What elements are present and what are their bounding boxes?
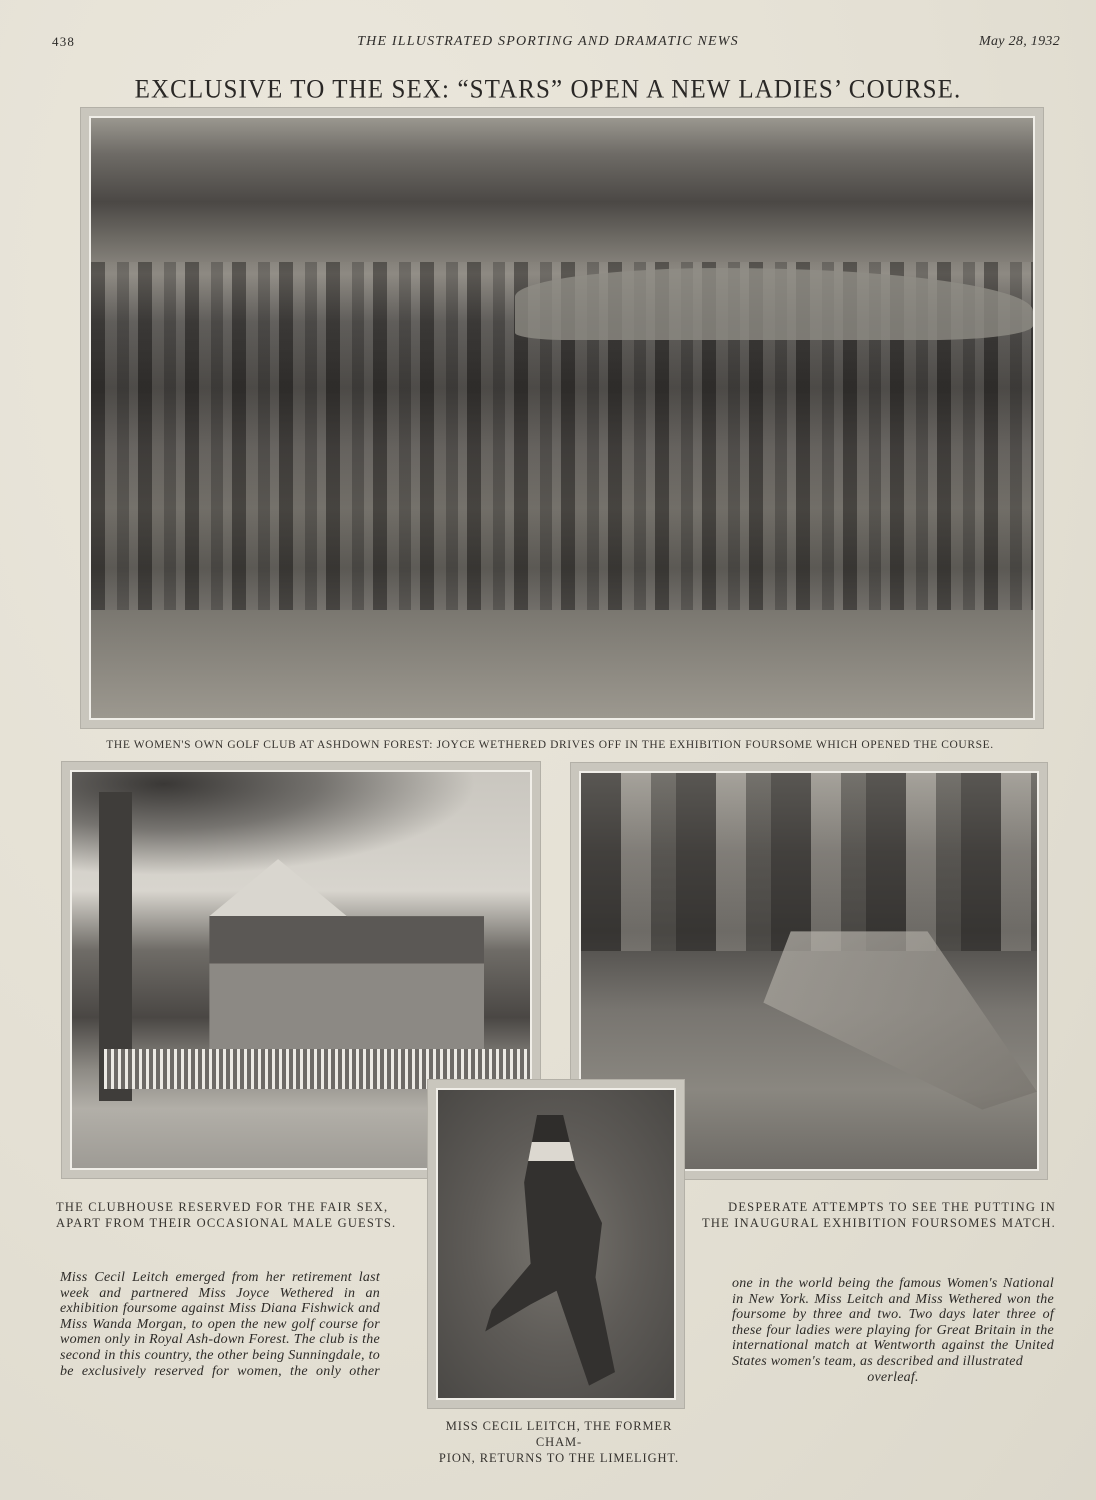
putting-caption: DESPERATE ATTEMPTS TO SEE THE PUTTING IN THE INAUGURAL EXHIBITION FOURSOMES MATCH. (702, 1200, 1056, 1230)
leitch-caption: MISS CECIL LEITCH, THE FORMER CHAM- PION, RETURNS TO THE LIMELIGHT. (438, 1419, 680, 1465)
main-photo-frame (80, 107, 1044, 729)
clubhouse-caption: THE CLUBHOUSE RESERVED FOR THE FAIR SEX, APART FROM THEIR OCCASIONAL MALE GUESTS. (56, 1200, 397, 1230)
running-head (0, 34, 1096, 54)
article-right-column: one in the world being the famous Women's National in New York. Miss Leitch and Miss Wethered won the foursome by three and two. Two days later three of these four ladies were playing for Great Britain in the international match at Wentworth against the United States women's team, as described and illustrated overleaf. (732, 1276, 1055, 1385)
spectators-shape (581, 773, 1037, 951)
journal-title: THE ILLUSTRATED SPORTING AND DRAMATIC NEWS (357, 34, 739, 49)
leitch-photo (436, 1088, 676, 1400)
issue-date: May 28, 1932 (979, 34, 1060, 49)
reclining-spectators-shape (763, 931, 1037, 1109)
main-photo-caption: THE WOMEN'S OWN GOLF CLUB AT ASHDOWN FOREST: JOYCE WETHERED DRIVES OFF IN THE EXHIBITION FOURSOME WHICH OPENED THE COURSE. (106, 739, 994, 751)
tree-shape (72, 772, 530, 891)
headline: EXCLUSIVE TO THE SEX: “STARS” OPEN A NEW LADIES’ COURSE. (134, 75, 962, 104)
leitch-photo-frame (427, 1079, 685, 1409)
grass-shape (91, 610, 1033, 718)
article-left-column: Miss Cecil Leitch emerged from her retirement last week and partnered Miss Joyce Wethered in an exhibition foursome against Miss Diana Fishwick and Miss Wanda Morgan, to open the new golf course for women only in Royal Ash-down Forest. The club is the second in this country, the other being Sunningdale, to be exclusively reserved for women, the only other (60, 1270, 381, 1379)
golfer-figure-shape (485, 1115, 615, 1386)
main-photo (89, 116, 1035, 720)
page-number: 438 (52, 34, 76, 49)
